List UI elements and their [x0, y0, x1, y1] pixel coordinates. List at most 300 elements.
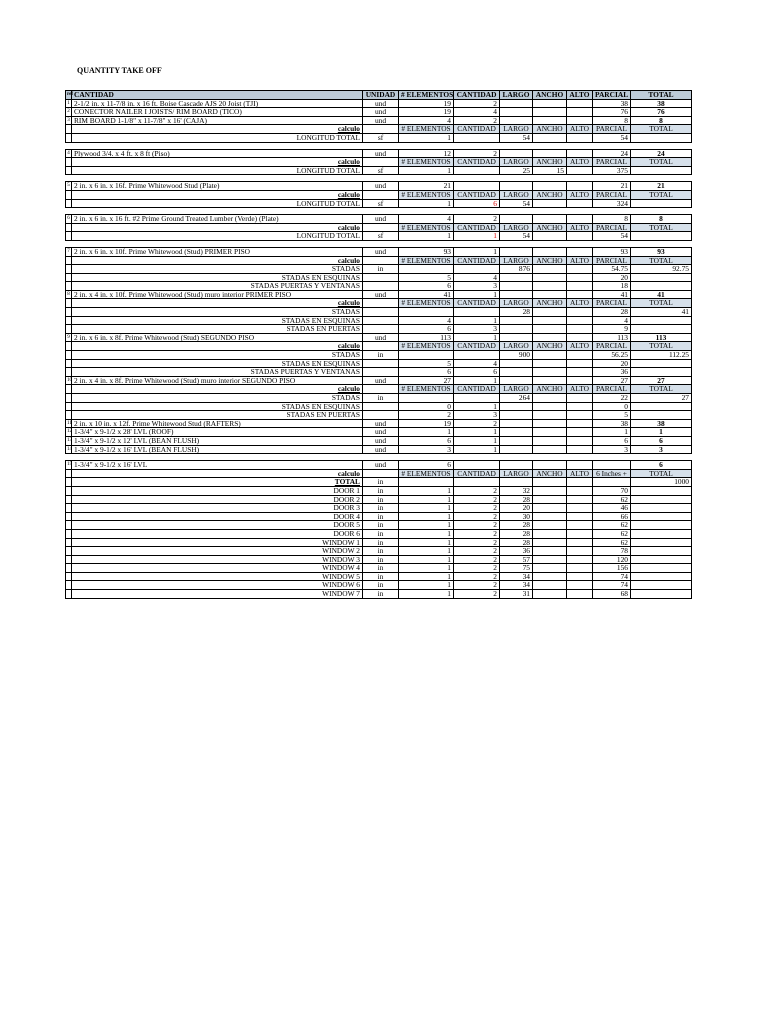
- alto-cell: [567, 325, 593, 334]
- calculo-label: calculo: [72, 385, 363, 394]
- subheader-cell: # ELEMENTOS: [399, 342, 454, 351]
- largo-cell: 30: [500, 512, 533, 521]
- ancho-cell: [533, 486, 567, 495]
- cantidad-cell: 2: [454, 99, 500, 108]
- description-cell: 2 in. x 4 in. x 10f. Prime Whitewood (Stud) muro interior PRIMER PISO: [72, 290, 363, 299]
- item-row: [66, 215, 692, 224]
- cantidad-cell: 2: [454, 547, 500, 556]
- subheader-cell: TOTAL: [631, 190, 692, 199]
- subheader-cell: CANTIDAD: [454, 299, 500, 308]
- unit-cell: und: [363, 247, 399, 256]
- description-cell: STADAS: [72, 308, 363, 317]
- description-cell: STADAS EN PUERTAS: [72, 325, 363, 334]
- largo-cell: [500, 99, 533, 108]
- unit-cell: sf: [363, 199, 399, 208]
- description-cell: DOOR 5: [72, 521, 363, 530]
- description-cell: RIM BOARD 1-1/8" x 11-7/8" x 16' (CAJA): [72, 116, 363, 125]
- parcial-cell: 22: [593, 394, 631, 403]
- largo-cell: 36: [500, 547, 533, 556]
- cantidad-cell: 6: [454, 368, 500, 377]
- largo-cell: [500, 461, 533, 470]
- calculo-label: calculo: [72, 299, 363, 308]
- description-cell: 1-3/4" x 9-1/2 x 28' LVL (ROOF): [72, 428, 363, 437]
- ancho-cell: [533, 133, 567, 142]
- total-cell: [631, 402, 692, 411]
- total-cell: 93: [631, 247, 692, 256]
- cantidad-cell: 1: [454, 333, 500, 342]
- elementos-cell: 21: [399, 182, 454, 191]
- parcial-cell: 1: [593, 428, 631, 437]
- cantidad-cell: 2: [454, 590, 500, 599]
- parcial-cell: 66: [593, 512, 631, 521]
- row-number: 12: [66, 428, 72, 437]
- description-cell: STADAS EN ESQUINAS: [72, 316, 363, 325]
- unit-cell: und: [363, 108, 399, 117]
- header-cell: ANCHO: [533, 91, 567, 100]
- unit-cell: in: [363, 265, 399, 274]
- largo-cell: 54: [500, 199, 533, 208]
- elementos-cell: 3: [399, 445, 454, 454]
- cantidad-cell: 2: [454, 116, 500, 125]
- elementos-cell: 1: [399, 512, 454, 521]
- cantidad-cell: 1: [454, 232, 500, 241]
- detail-row: [66, 232, 692, 241]
- ancho-cell: [533, 512, 567, 521]
- total-cell: [631, 547, 692, 556]
- calculo-label: calculo: [72, 125, 363, 134]
- elementos-cell: 19: [399, 419, 454, 428]
- largo-cell: [500, 108, 533, 117]
- calculo-row: [66, 299, 692, 308]
- detail-row: [66, 590, 692, 599]
- elementos-cell: [399, 351, 454, 360]
- ancho-cell: [533, 215, 567, 224]
- takeoff-table: [65, 90, 692, 599]
- alto-cell: [567, 445, 593, 454]
- alto-cell: [567, 428, 593, 437]
- parcial-cell: 8: [593, 215, 631, 224]
- item-row: [66, 461, 692, 470]
- row-number: 6: [66, 215, 72, 224]
- item-row: [66, 108, 692, 117]
- calculo-label: calculo: [72, 469, 363, 478]
- description-cell: DOOR 1: [72, 486, 363, 495]
- detail-row: [66, 351, 692, 360]
- alto-cell: [567, 411, 593, 420]
- ancho-cell: [533, 368, 567, 377]
- parcial-cell: 20: [593, 359, 631, 368]
- subheader-cell: ANCHO: [533, 385, 567, 394]
- parcial-cell: 78: [593, 547, 631, 556]
- subheader-cell: ANCHO: [533, 342, 567, 351]
- parcial-cell: 41: [593, 290, 631, 299]
- description-cell: WINDOW 2: [72, 547, 363, 556]
- total-cell: [631, 359, 692, 368]
- cantidad-cell: 2: [454, 555, 500, 564]
- largo-cell: 264: [500, 394, 533, 403]
- ancho-cell: [533, 308, 567, 317]
- ancho-cell: [533, 199, 567, 208]
- row-number: ref: [66, 91, 72, 100]
- elementos-cell: 93: [399, 247, 454, 256]
- cantidad-cell: 1: [454, 247, 500, 256]
- elementos-cell: 6: [399, 461, 454, 470]
- subheader-cell: LARGO: [500, 223, 533, 232]
- parcial-cell: 21: [593, 182, 631, 191]
- elementos-cell: 1: [399, 504, 454, 513]
- cantidad-cell: 2: [454, 581, 500, 590]
- subheader-cell: PARCIAL: [593, 190, 631, 199]
- row-number: 10: [66, 376, 72, 385]
- row-number: 1: [66, 99, 72, 108]
- total-cell: 8: [631, 116, 692, 125]
- alto-cell: [567, 529, 593, 538]
- total-cell: [631, 555, 692, 564]
- elementos-cell: 19: [399, 99, 454, 108]
- largo-cell: [500, 445, 533, 454]
- ancho-cell: [533, 325, 567, 334]
- cantidad-cell: 1: [454, 402, 500, 411]
- largo-cell: 34: [500, 581, 533, 590]
- subheader-cell: LARGO: [500, 469, 533, 478]
- description-cell: TOTAL: [72, 478, 363, 487]
- alto-cell: [567, 564, 593, 573]
- unit-cell: [363, 308, 399, 317]
- parcial-cell: 62: [593, 529, 631, 538]
- row-number: 5: [66, 182, 72, 191]
- largo-cell: [500, 215, 533, 224]
- item-row: [66, 445, 692, 454]
- ancho-cell: [533, 247, 567, 256]
- ancho-cell: [533, 265, 567, 274]
- unit-cell: und: [363, 376, 399, 385]
- description-cell: 2 in. x 6 in. x 16 ft. #2 Prime Ground Treated Lumber (Verde) (Plate): [72, 215, 363, 224]
- header-cell: TOTAL: [631, 91, 692, 100]
- unit-cell: und: [363, 182, 399, 191]
- unit-cell: in: [363, 564, 399, 573]
- spacer-cell: [66, 142, 692, 149]
- parcial-cell: 93: [593, 247, 631, 256]
- ancho-cell: [533, 495, 567, 504]
- row-number: 4: [66, 149, 72, 158]
- parcial-cell: 54.75: [593, 265, 631, 274]
- parcial-cell: 9: [593, 325, 631, 334]
- description-cell: WINDOW 3: [72, 555, 363, 564]
- total-cell: [631, 232, 692, 241]
- subheader-cell: CANTIDAD: [454, 125, 500, 134]
- elementos-cell: 1: [399, 166, 454, 175]
- subheader-cell: CANTIDAD: [454, 469, 500, 478]
- row-number: 9: [66, 333, 72, 342]
- unit-cell: und: [363, 445, 399, 454]
- total-cell: [631, 486, 692, 495]
- subheader-cell: TOTAL: [631, 223, 692, 232]
- largo-cell: [500, 402, 533, 411]
- cantidad-cell: [454, 308, 500, 317]
- elementos-cell: 4: [399, 215, 454, 224]
- item-row: [66, 247, 692, 256]
- detail-row: [66, 547, 692, 556]
- unit-cell: und: [363, 419, 399, 428]
- unit-cell: sf: [363, 232, 399, 241]
- total-cell: [631, 166, 692, 175]
- cantidad-cell: 2: [454, 564, 500, 573]
- row-number: 7: [66, 247, 72, 256]
- unit-cell: [363, 359, 399, 368]
- description-cell: WINDOW 7: [72, 590, 363, 599]
- alto-cell: [567, 504, 593, 513]
- subheader-cell: PARCIAL: [593, 299, 631, 308]
- cantidad-cell: 1: [454, 428, 500, 437]
- largo-cell: 31: [500, 590, 533, 599]
- elementos-cell: 1: [399, 555, 454, 564]
- ancho-cell: [533, 402, 567, 411]
- subheader-cell: LARGO: [500, 125, 533, 134]
- description-cell: STADAS EN PUERTAS: [72, 411, 363, 420]
- subheader-cell: TOTAL: [631, 299, 692, 308]
- cantidad-cell: [454, 133, 500, 142]
- total-cell: 3: [631, 445, 692, 454]
- parcial-cell: 54: [593, 133, 631, 142]
- total-cell: [631, 521, 692, 530]
- ancho-cell: [533, 351, 567, 360]
- subheader-cell: ALTO: [567, 190, 593, 199]
- detail-row: [66, 273, 692, 282]
- subheader-cell: LARGO: [500, 256, 533, 265]
- largo-cell: 28: [500, 308, 533, 317]
- description-cell: 2 in. x 6 in. x 16f. Prime Whitewood Stud (Plate): [72, 182, 363, 191]
- subheader-cell: ALTO: [567, 158, 593, 167]
- unit-cell: in: [363, 486, 399, 495]
- subheader-cell: LARGO: [500, 299, 533, 308]
- ancho-cell: [533, 521, 567, 530]
- cantidad-cell: 3: [454, 411, 500, 420]
- subheader-cell: ALTO: [567, 223, 593, 232]
- total-cell: 113: [631, 333, 692, 342]
- largo-cell: [500, 436, 533, 445]
- unit-cell: [363, 316, 399, 325]
- total-cell: [631, 512, 692, 521]
- unit-cell: in: [363, 547, 399, 556]
- detail-row: [66, 308, 692, 317]
- parcial-cell: [593, 461, 631, 470]
- header-cell: CANTIDAD: [454, 91, 500, 100]
- largo-cell: 28: [500, 529, 533, 538]
- description-cell: Plywood 3/4. x 4 ft. x 8 ft (Piso): [72, 149, 363, 158]
- total-cell: 38: [631, 99, 692, 108]
- detail-row: [66, 486, 692, 495]
- parcial-cell: 28: [593, 308, 631, 317]
- parcial-cell: 20: [593, 273, 631, 282]
- row-number: 13: [66, 436, 72, 445]
- parcial-cell: 156: [593, 564, 631, 573]
- total-cell: 92.75: [631, 265, 692, 274]
- alto-cell: [567, 282, 593, 291]
- total-cell: [631, 316, 692, 325]
- subheader-cell: ALTO: [567, 469, 593, 478]
- elementos-cell: 6: [399, 325, 454, 334]
- total-cell: [631, 133, 692, 142]
- ancho-cell: [533, 316, 567, 325]
- unit-cell: in: [363, 555, 399, 564]
- header-cell: UNIDAD: [363, 91, 399, 100]
- subheader-cell: CANTIDAD: [454, 256, 500, 265]
- unit-cell: in: [363, 512, 399, 521]
- largo-cell: [500, 325, 533, 334]
- calculo-row: [66, 158, 692, 167]
- calculo-label: calculo: [72, 342, 363, 351]
- total-cell: 112.25: [631, 351, 692, 360]
- ancho-cell: [533, 547, 567, 556]
- description-cell: STADAS EN ESQUINAS: [72, 359, 363, 368]
- ancho-cell: [533, 461, 567, 470]
- alto-cell: [567, 521, 593, 530]
- parcial-cell: 54: [593, 232, 631, 241]
- alto-cell: [567, 133, 593, 142]
- subheader-cell: ANCHO: [533, 223, 567, 232]
- total-cell: [631, 538, 692, 547]
- total-cell: [631, 564, 692, 573]
- detail-row: [66, 166, 692, 175]
- unit-cell: sf: [363, 166, 399, 175]
- cantidad-cell: 6: [454, 199, 500, 208]
- subheader-cell: LARGO: [500, 190, 533, 199]
- header-cell: CANTIDAD: [72, 91, 363, 100]
- elementos-cell: 6: [399, 436, 454, 445]
- subheader-cell: TOTAL: [631, 342, 692, 351]
- elementos-cell: 1: [399, 428, 454, 437]
- total-cell: 38: [631, 419, 692, 428]
- unit-cell: in: [363, 521, 399, 530]
- parcial-cell: 38: [593, 419, 631, 428]
- description-cell: 1-3/4" x 9-1/2 x 12' LVL (BEAN FLUSH): [72, 436, 363, 445]
- detail-row: [66, 411, 692, 420]
- elementos-cell: 41: [399, 290, 454, 299]
- alto-cell: [567, 547, 593, 556]
- description-cell: WINDOW 6: [72, 581, 363, 590]
- alto-cell: [567, 572, 593, 581]
- largo-cell: [500, 273, 533, 282]
- total-cell: 76: [631, 108, 692, 117]
- description-cell: 2 in. x 6 in. x 10f. Prime Whitewood (Stud) PRIMER PISO: [72, 247, 363, 256]
- ancho-cell: [533, 108, 567, 117]
- parcial-cell: 113: [593, 333, 631, 342]
- parcial-cell: 18: [593, 282, 631, 291]
- elementos-cell: 1: [399, 232, 454, 241]
- total-cell: [631, 504, 692, 513]
- total-cell: [631, 199, 692, 208]
- parcial-cell: 76: [593, 108, 631, 117]
- cantidad-cell: 1: [454, 316, 500, 325]
- elementos-cell: 5: [399, 359, 454, 368]
- description-cell: 2-1/2 in. x 11-7/8 in. x 16 ft. Boise Cascade AJS 20 Joist (TJI): [72, 99, 363, 108]
- cantidad-cell: 1: [454, 376, 500, 385]
- description-cell: WINDOW 1: [72, 538, 363, 547]
- header-cell: PARCIAL: [593, 91, 631, 100]
- largo-cell: [500, 247, 533, 256]
- elementos-cell: 12: [399, 149, 454, 158]
- subheader-cell: TOTAL: [631, 256, 692, 265]
- parcial-cell: 74: [593, 572, 631, 581]
- unit-cell: und: [363, 461, 399, 470]
- parcial-cell: 68: [593, 590, 631, 599]
- total-cell: 8: [631, 215, 692, 224]
- largo-cell: 28: [500, 495, 533, 504]
- parcial-cell: 62: [593, 538, 631, 547]
- total-cell: 21: [631, 182, 692, 191]
- parcial-cell: 3: [593, 445, 631, 454]
- subheader-cell: # ELEMENTOS: [399, 469, 454, 478]
- unit-cell: in: [363, 478, 399, 487]
- description-cell: 1-3/4" x 9-1/2 x 16' LVL (BEAN FLUSH): [72, 445, 363, 454]
- subheader-cell: ANCHO: [533, 299, 567, 308]
- cantidad-cell: 2: [454, 149, 500, 158]
- ancho-cell: [533, 445, 567, 454]
- total-cell: [631, 529, 692, 538]
- cantidad-cell: [454, 166, 500, 175]
- alto-cell: [567, 495, 593, 504]
- row-number: 14: [66, 445, 72, 454]
- alto-cell: [567, 486, 593, 495]
- cantidad-cell: 2: [454, 215, 500, 224]
- subheader-cell: TOTAL: [631, 125, 692, 134]
- alto-cell: [567, 232, 593, 241]
- ancho-cell: [533, 564, 567, 573]
- unit-cell: in: [363, 529, 399, 538]
- parcial-cell: 27: [593, 376, 631, 385]
- alto-cell: [567, 402, 593, 411]
- subheader-cell: CANTIDAD: [454, 385, 500, 394]
- alto-cell: [567, 590, 593, 599]
- elementos-cell: 27: [399, 376, 454, 385]
- total-cell: 1000: [631, 478, 692, 487]
- total-cell: [631, 273, 692, 282]
- subheader-cell: 6 Inches +: [593, 469, 631, 478]
- elementos-cell: 1: [399, 199, 454, 208]
- subheader-cell: ALTO: [567, 125, 593, 134]
- alto-cell: [567, 394, 593, 403]
- elementos-cell: 6: [399, 282, 454, 291]
- subheader-cell: CANTIDAD: [454, 342, 500, 351]
- total-cell: 41: [631, 308, 692, 317]
- detail-row: [66, 316, 692, 325]
- subheader-cell: LARGO: [500, 158, 533, 167]
- description-cell: DOOR 6: [72, 529, 363, 538]
- cantidad-cell: 4: [454, 273, 500, 282]
- header-cell: ALTO: [567, 91, 593, 100]
- cantidad-cell: [454, 351, 500, 360]
- subheader-cell: PARCIAL: [593, 223, 631, 232]
- subheader-cell: ALTO: [567, 256, 593, 265]
- largo-cell: 25: [500, 166, 533, 175]
- detail-row: [66, 394, 692, 403]
- total-cell: [631, 572, 692, 581]
- cantidad-cell: [454, 394, 500, 403]
- cantidad-cell: 4: [454, 359, 500, 368]
- elementos-cell: [399, 308, 454, 317]
- subheader-cell: # ELEMENTOS: [399, 223, 454, 232]
- ancho-cell: [533, 478, 567, 487]
- largo-cell: [500, 316, 533, 325]
- largo-cell: [500, 282, 533, 291]
- cantidad-cell: 1: [454, 436, 500, 445]
- total-cell: 41: [631, 290, 692, 299]
- parcial-cell: 4: [593, 316, 631, 325]
- alto-cell: [567, 436, 593, 445]
- subheader-cell: PARCIAL: [593, 385, 631, 394]
- alto-cell: [567, 419, 593, 428]
- subheader-cell: TOTAL: [631, 469, 692, 478]
